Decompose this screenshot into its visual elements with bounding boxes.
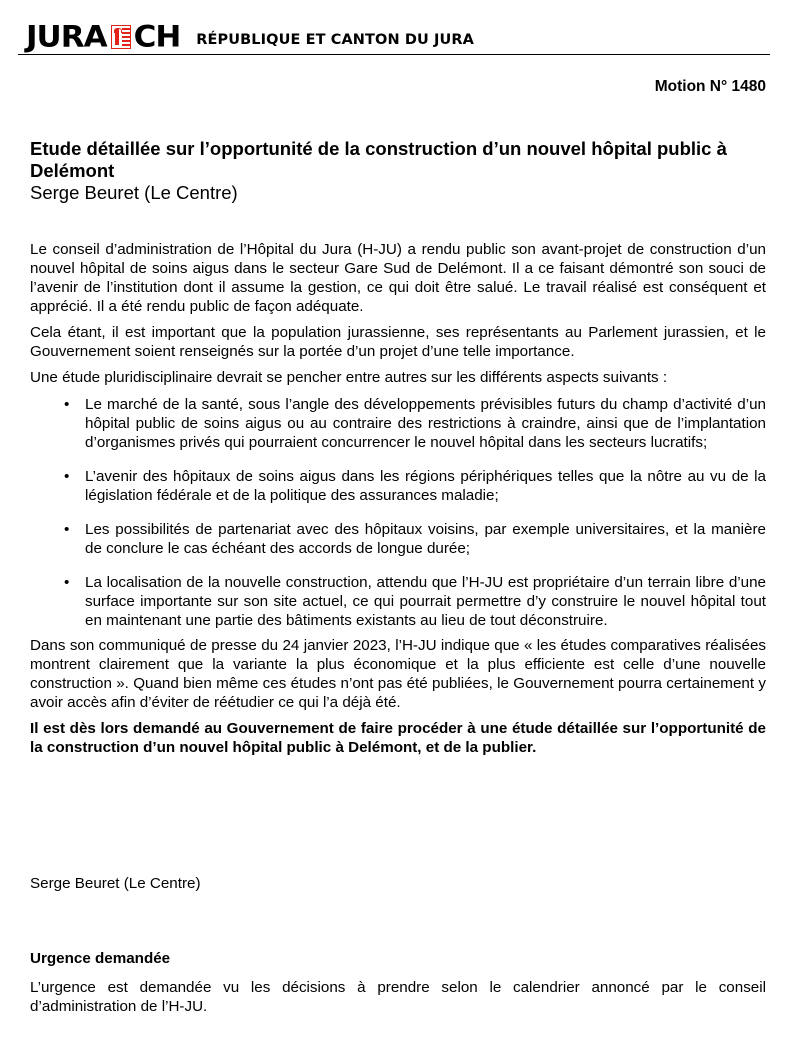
header-divider	[18, 54, 770, 55]
signature: Serge Beuret (Le Centre)	[30, 875, 201, 892]
bullet-icon: •	[64, 574, 70, 591]
list-item-text: L’avenir des hôpitaux de soins aigus dans les régions périphériques telles que la nôtre au vu de la législation fédérale et de la politique des assurances maladie;	[85, 468, 766, 504]
bullet-icon: •	[64, 468, 70, 485]
paragraph-importance: Cela étant, il est important que la population jurassienne, ses représentants au Parlement jurassien, et le Gouvernement soient renseignés sur la portée d’un projet d’une telle importance.	[30, 324, 766, 360]
list-item	[64, 573, 766, 630]
bullet-icon: •	[64, 396, 70, 413]
document-body	[30, 240, 766, 764]
crest-stripe	[122, 32, 130, 34]
letterhead	[26, 18, 474, 55]
list-item	[64, 520, 766, 558]
crest-stripe	[122, 40, 130, 42]
list-item-text: Les possibilités de partenariat avec des hôpitaux voisins, par exemple universitaires, et la manière de conclure le cas échéant des accords de longue durée;	[85, 521, 766, 557]
title-block	[30, 138, 770, 204]
crest-stripe	[122, 36, 130, 38]
list-item	[64, 395, 766, 452]
list-item	[64, 467, 766, 505]
urgence-heading: Urgence demandée	[30, 950, 171, 967]
crest-stripe	[122, 28, 130, 30]
paragraph-request: Il est dès lors demandé au Gouvernement de faire procéder à une étude détaillée sur l’opportunité de la construction d’un nouvel hôpital public à Delémont, et de la publier.	[30, 720, 766, 756]
jura-crest-icon	[111, 25, 131, 49]
paragraph-press-release: Dans son communiqué de presse du 24 janvier 2023, l’H-JU indique que « les études comparatives réalisées montrent clairement que la variante la plus économique et la plus efficiente est celle d’une nouvelle construction ». Quand bien même ces études n’ont pas été publiées, le Gouvernement pourra certainement y avoir accès afin d’éviter de réétudier ce qui l’a déjà été.	[30, 637, 766, 711]
aspects-list	[30, 395, 766, 630]
logo-jura: JURA	[26, 19, 107, 55]
crest-stripe	[122, 44, 130, 46]
bullet-icon: •	[64, 521, 70, 538]
motion-number: Motion N° 1480	[654, 78, 766, 95]
list-item-text: Le marché de la santé, sous l’angle des développements prévisibles futurs du champ d’activité d’un hôpital public de soins aigus ou au contraire des restrictions à craindre, ainsi que de l’implantation d’organismes privés qui pourraient concurrencer le nouvel hôpital dans les secteurs lucratifs;	[85, 396, 766, 451]
crest-crozier	[115, 29, 119, 45]
list-item-text: La localisation de la nouvelle construction, attendu que l’H-JU est propriétaire d’un terrain libre d’une surface importante sur son site actuel, ce qui pourrait permettre d’y construire le nouvel hôpital tout en maintenant une partie des bâtiments existants au lieu de tout déconstruire.	[85, 574, 766, 629]
document-title: Etude détaillée sur l’opportunité de la construction d’un nouvel hôpital public à Delémont	[30, 138, 727, 181]
logo-ch: CH	[133, 19, 181, 55]
republic-title: RÉPUBLIQUE ET CANTON DU JURA	[196, 32, 474, 48]
urgence-text: L’urgence est demandée vu les décisions à prendre selon le calendrier annoncé par le conseil d’administration de l’H-JU.	[30, 979, 766, 1015]
document-author: Serge Beuret (Le Centre)	[30, 182, 238, 203]
paragraph-intro: Le conseil d’administration de l’Hôpital du Jura (H-JU) a rendu public son avant-projet de construction d’un nouvel hôpital de soins aigus dans le secteur Gare Sud de Delémont. Il a ce faisant démontré son souci de l’avenir de l’institution dont il assume la gestion, ce qui doit être salué. Le travail réalisé est conséquent et apprécié. Il a été rendu public de façon adéquate.	[30, 241, 766, 315]
paragraph-study-aspects: Une étude pluridisciplinaire devrait se pencher entre autres sur les différents aspects suivants :	[30, 369, 668, 386]
